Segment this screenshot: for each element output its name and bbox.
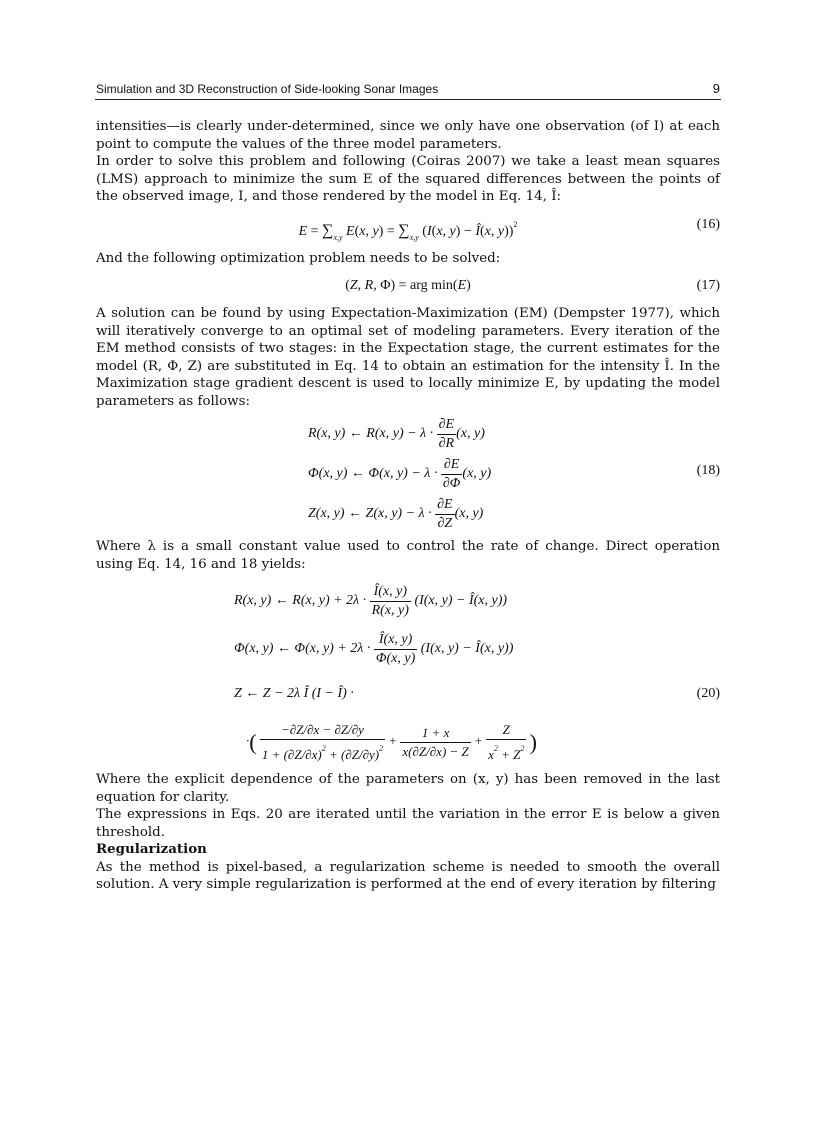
equation-18 [96,410,720,538]
paragraph-1: intensities—is clearly under-determined, since we only have one observation (of I) at each point to compute the values of the three model parameters. [96,119,720,152]
equation-16 [96,206,720,250]
running-header [95,81,721,100]
paragraph-5: Where λ is a small constant value used to control the rate of change. Direct operation using Eq. 14, 16 and 18 yields: [96,539,720,572]
equation-20-line-4: ·( $\frac{-\partial Z/\partial x - \partial Z/\partial y}{1 + (\partial Z/\partial x)^2 + (\partial Z/\partial y)^2}$ + $\frac{1 + x}{x(\partial Z/\partial x) - Z}$ + $\frac{Z}{x^2 + Z^2}$ ) [246,722,537,762]
equation-20-line-1: R(x, y) ← R(x, y) + 2λ · $\frac{Î(x, y)}{R(x, y)}$ (I(x, y) − Î(x, y)) [234,584,508,618]
paragraph-6: Where the explicit dependence of the parameters on (x, y) has been removed in the last equation for clarity. [96,772,720,805]
equation-17-body: (Z, R, Φ) = arg min(E) [345,278,471,293]
equation-16-body: $E = \sum_{x,y}$ E(x, $y) = \sum_{x,y}$ (I(x, y) − Î(x, y))$^2$ [298,219,518,242]
equation-18-number: (18) [696,463,720,478]
equation-18-line-1: R(x, y) ← R(x, y) − λ · $\frac{\partial E}{\partial R}$ (x, y) [308,417,485,451]
page-number: 9 [712,81,720,96]
equation-17-number: (17) [696,278,720,293]
equation-18-line-3: Z(x, y) ← Z(x, y) − λ · $\frac{\partial E}{\partial Z}$ (x, y) [308,497,484,531]
equation-18-line-2: Φ(x, y) ← Φ(x, y) − λ · $\frac{\partial E}{\partial\Phi}$ (x, y) [308,457,492,491]
equation-20-number: (20) [696,686,720,701]
body-text [96,118,720,894]
equation-20-line-2: Φ(x, y) ← Φ(x, y) + 2λ · $\frac{Î(x, y)}{\Phi(x, y)}$ (I(x, y) − Î(x, y)) [234,632,514,666]
equation-17 [96,267,720,305]
paragraph-4: A solution can be found by using Expectation-Maximization (EM) (Dempster 1977), which will iteratively converge to an optimal set of modeling parameters. Every iteration of the EM method consists of two stages: in the Expectation stage, the current estimates for the model (R, Φ, Z) are substituted in Eq. 14 to obtain an estimation for the intensity Î. In the Maximization stage gradient descent is used to locally minimize E, by updating the model parameters as follows: [96,306,720,409]
equation-16-number: (16) [696,216,720,232]
paragraph-7: The expressions in Eqs. 20 are iterated until the variation in the error E is below a given threshold. [96,807,720,840]
equation-20-line-3: Z ← Z − 2λ Î (I − Î) · [234,686,354,701]
paragraph-2: In order to solve this problem and following (Coiras 2007) we take a least mean squares (LMS) approach to minimize the sum E of the squared differences between the points of the observed image, I, and those rendered by the model in Eq. 14, Î: [96,154,720,204]
equation-20 [96,573,720,771]
section-heading-regularization: Regularization [96,841,207,857]
paragraph-3: And the following optimization problem needs to be solved: [96,250,501,266]
paragraph-8: As the method is pixel-based, a regularization scheme is needed to smooth the overall solution. A very simple regularization is performed at the end of every iteration by filtering [96,859,720,892]
header-title: Simulation and 3D Reconstruction of Side-looking Sonar Images [96,82,439,96]
